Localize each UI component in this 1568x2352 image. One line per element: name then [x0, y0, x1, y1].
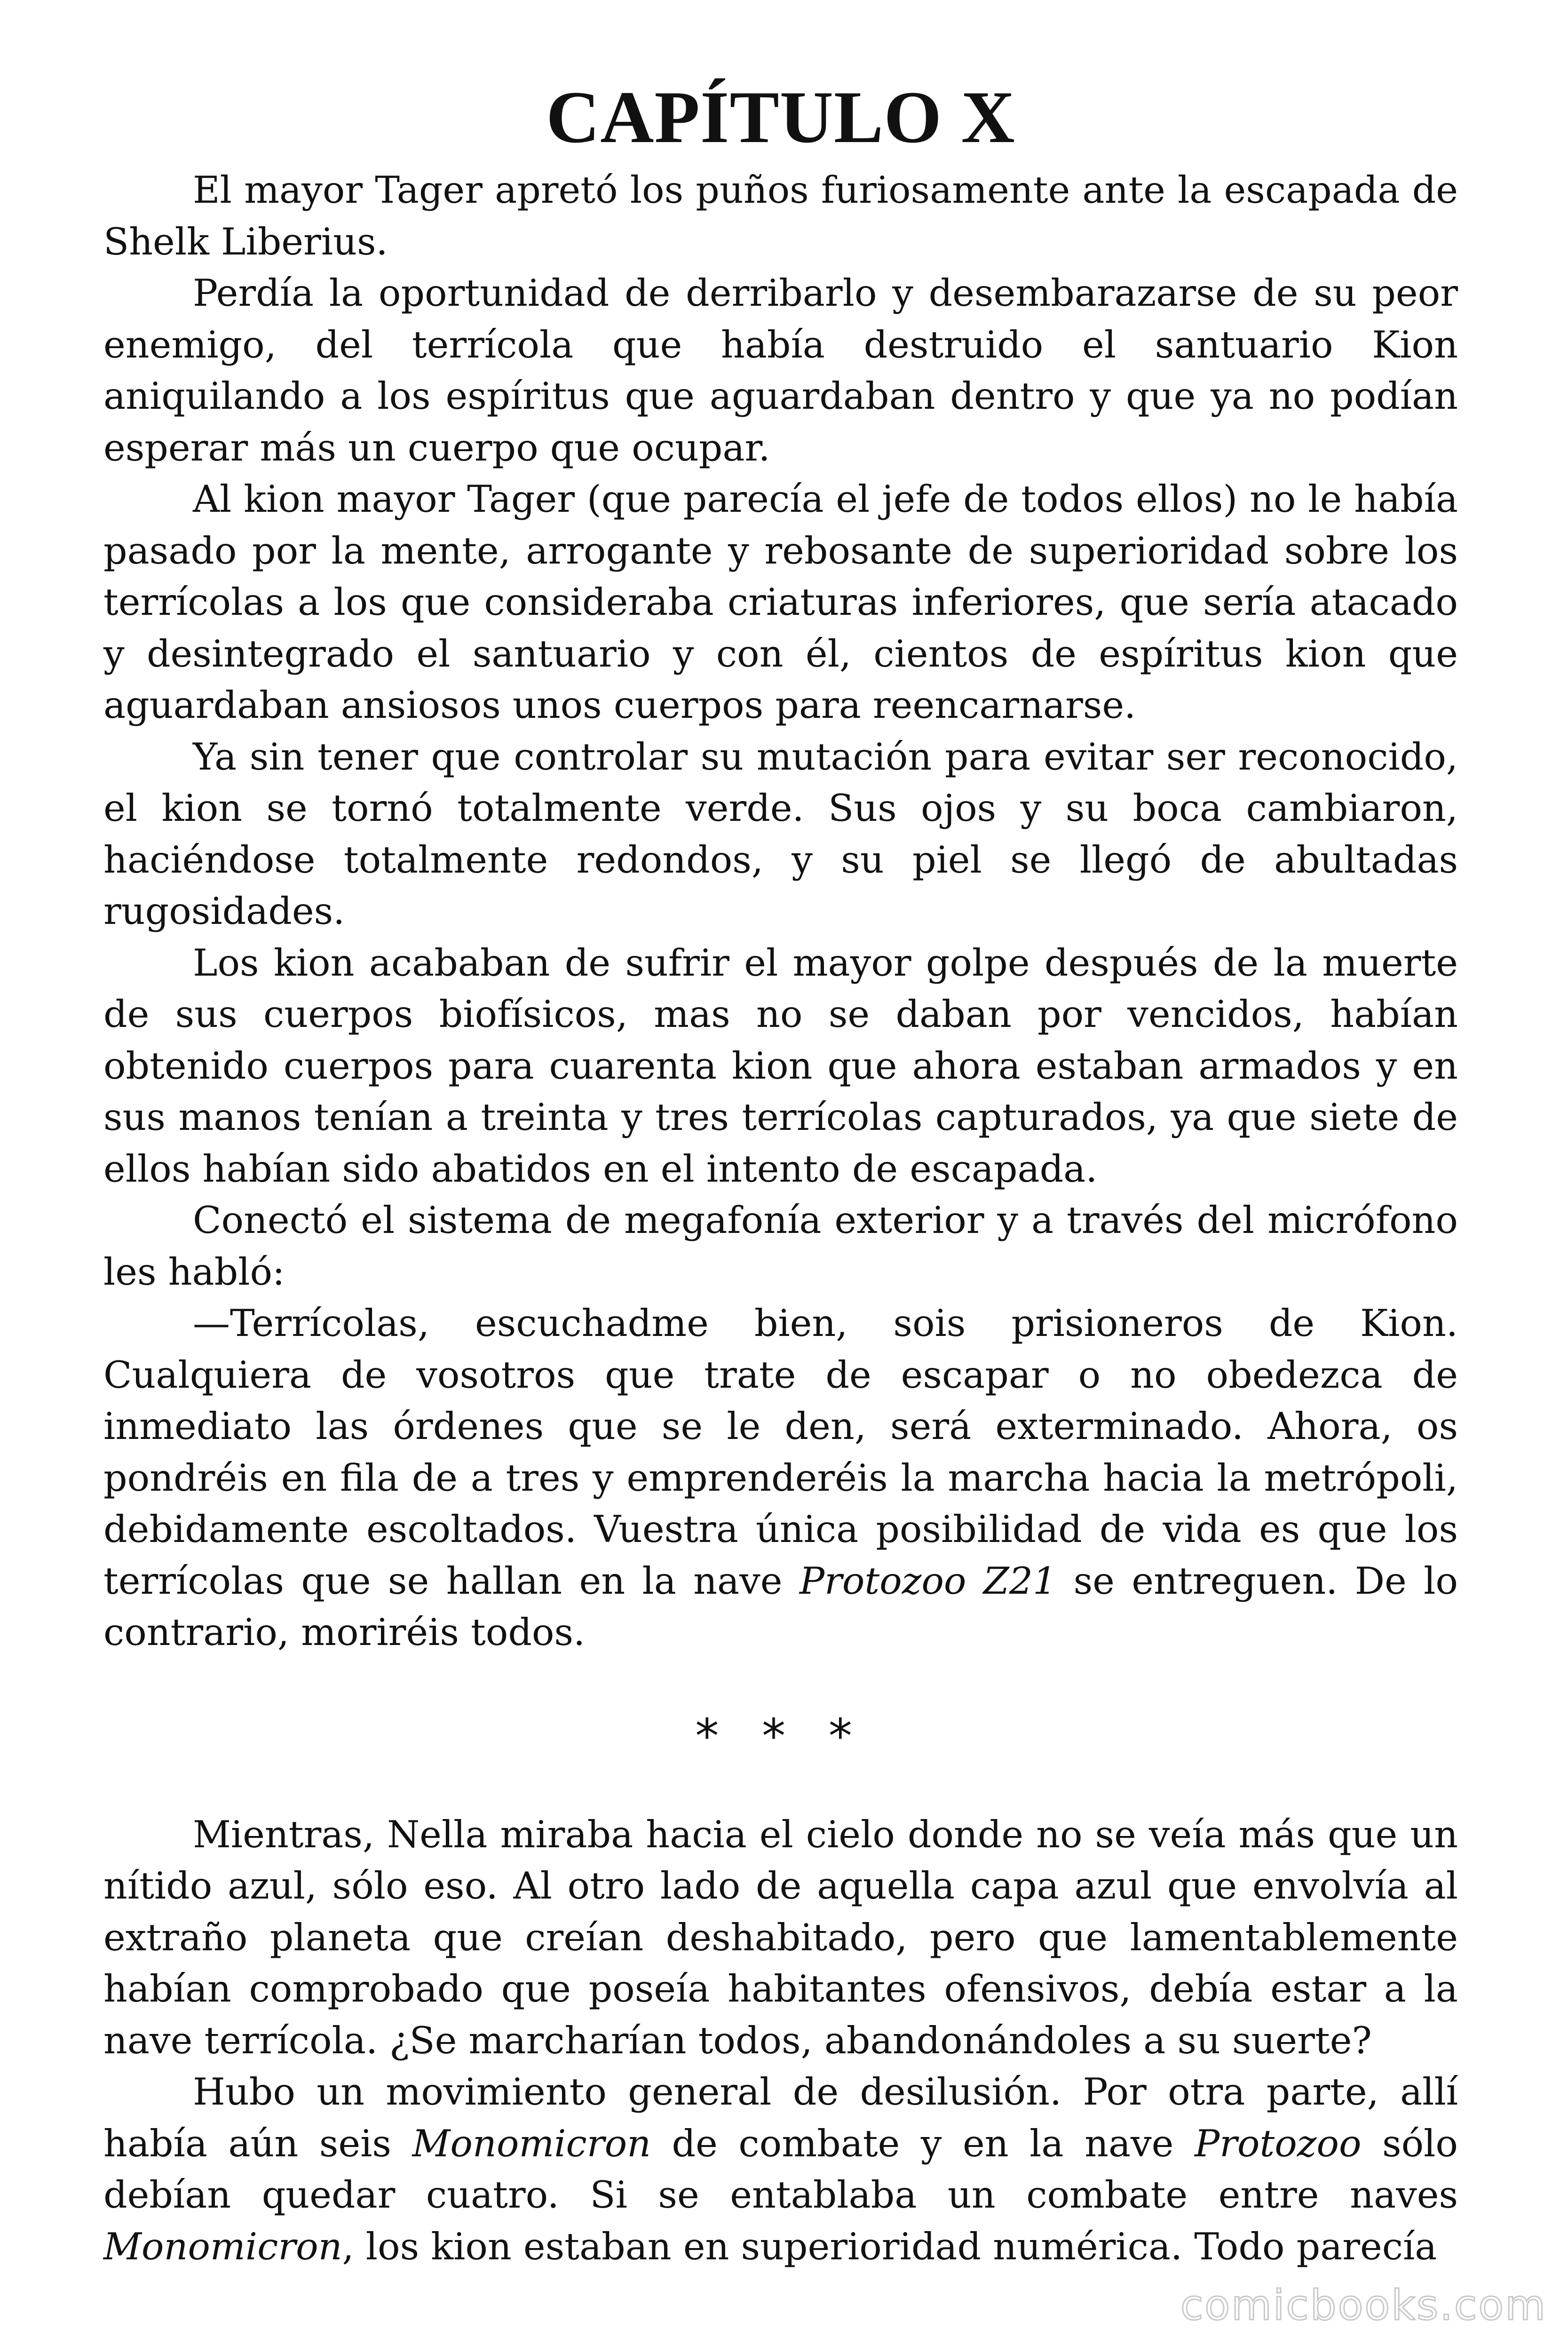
- text-run: El mayor Tager apretó los puños furiosamente ante la escapada de Shelk Liberius.: [103, 168, 1458, 263]
- text-block-before-separator: [103, 165, 1458, 1659]
- text-run: Ya sin tener que controlar su mutación para evitar ser reconocido, el kion se tornó totalmente verde. Sus ojos y su boca cambiaron, haciéndose totalmente redondos, y su piel se llegó de abultadas rugosidades.: [103, 735, 1458, 933]
- text-run: Al kion mayor Tager (que parecía el jefe de todos ellos) no le había pasado por la mente, arrogante y rebosante de superioridad sobre los terrícolas a los que consideraba criaturas inferiores, que sería atacado y desintegrado el santuario y con él, cientos de espíritus kion que aguardaban ansiosos unos cuerpos para reencarnarse.: [103, 477, 1458, 727]
- section-separator: * * *: [695, 1708, 866, 1764]
- text-run: Los kion acababan de sufrir el mayor golpe después de la muerte de sus cuerpos biofísicos, mas no se daban por vencidos, habían obtenido cuerpos para cuarenta kion que ahora estaban armados y en sus manos tenían a treinta y tres terrícolas capturados, ya que siete de ellos habían sido abatidos en el intento de escapada.: [103, 941, 1458, 1191]
- book-page: [103, 71, 1458, 2273]
- paragraph: [103, 1298, 1458, 1659]
- text-run: , los kion estaban en superioridad numérica. Todo parecía: [342, 2225, 1437, 2268]
- text-run: Hubo un movimiento general de desilusión. Por otra parte, allí había aún seis: [103, 2070, 1458, 2165]
- paragraph: [103, 1195, 1458, 1298]
- italic-text: Monomicron: [103, 2225, 342, 2268]
- paragraph: [103, 938, 1458, 1195]
- text-run: —Terrícolas, escuchadme bien, sois prisioneros de Kion. Cualquiera de vosotros que trate de escapar o no obedezca de inmediato las órdenes que se le den, será exterminado. Ahora, os pondréis en fila de a tres y emprenderéis la marcha hacia la metrópoli, debidamente escoltados. Vuestra única posibilidad de vida es que los terrícolas que se hallan en la nave: [103, 1302, 1458, 1603]
- text-run: Mientras, Nella miraba hacia el cielo donde no se veía más que un nítido azul, sólo eso. Al otro lado de aquella capa azul que envolvía al extraño planeta que creían deshabitado, pero que lamentablemente habían comprobado que poseía habitantes ofensivos, debía estar a la nave terrícola. ¿Se marcharían todos, abandonándoles a su suerte?: [103, 1812, 1458, 2062]
- text-run: Perdía la oportunidad de derribarlo y desembarazarse de su peor enemigo, del terrícola que había destruido el santuario Kion aniquilando a los espíritus que aguardaban dentro y que ya no podían esperar más un cuerpo que ocupar.: [103, 271, 1458, 469]
- watermark: comicbooks.com: [1180, 2281, 1547, 2329]
- text-run: de combate y en la nave: [651, 2122, 1195, 2165]
- text-run: sólo debían quedar cuatro. Si se entablaba un combate entre naves: [103, 2122, 1458, 2217]
- paragraph: [103, 1809, 1458, 2067]
- text-block-after-separator: [103, 1809, 1458, 2273]
- chapter-title: CAPÍTULO X: [546, 76, 1015, 159]
- paragraph: [103, 731, 1458, 938]
- text-run: se entreguen. De lo contrario, moriréis todos.: [103, 1559, 1458, 1654]
- paragraph: [103, 268, 1458, 474]
- paragraph: [103, 165, 1458, 268]
- italic-text: Protozoo: [1194, 2122, 1362, 2165]
- paragraph: [103, 2066, 1458, 2273]
- italic-text: Monomicron: [412, 2122, 651, 2165]
- text-run: Conectó el sistema de megafonía exterior y a través del micrófono les habló:: [103, 1199, 1458, 1294]
- paragraph: [103, 474, 1458, 731]
- italic-text: Protozoo Z21: [799, 1559, 1057, 1603]
